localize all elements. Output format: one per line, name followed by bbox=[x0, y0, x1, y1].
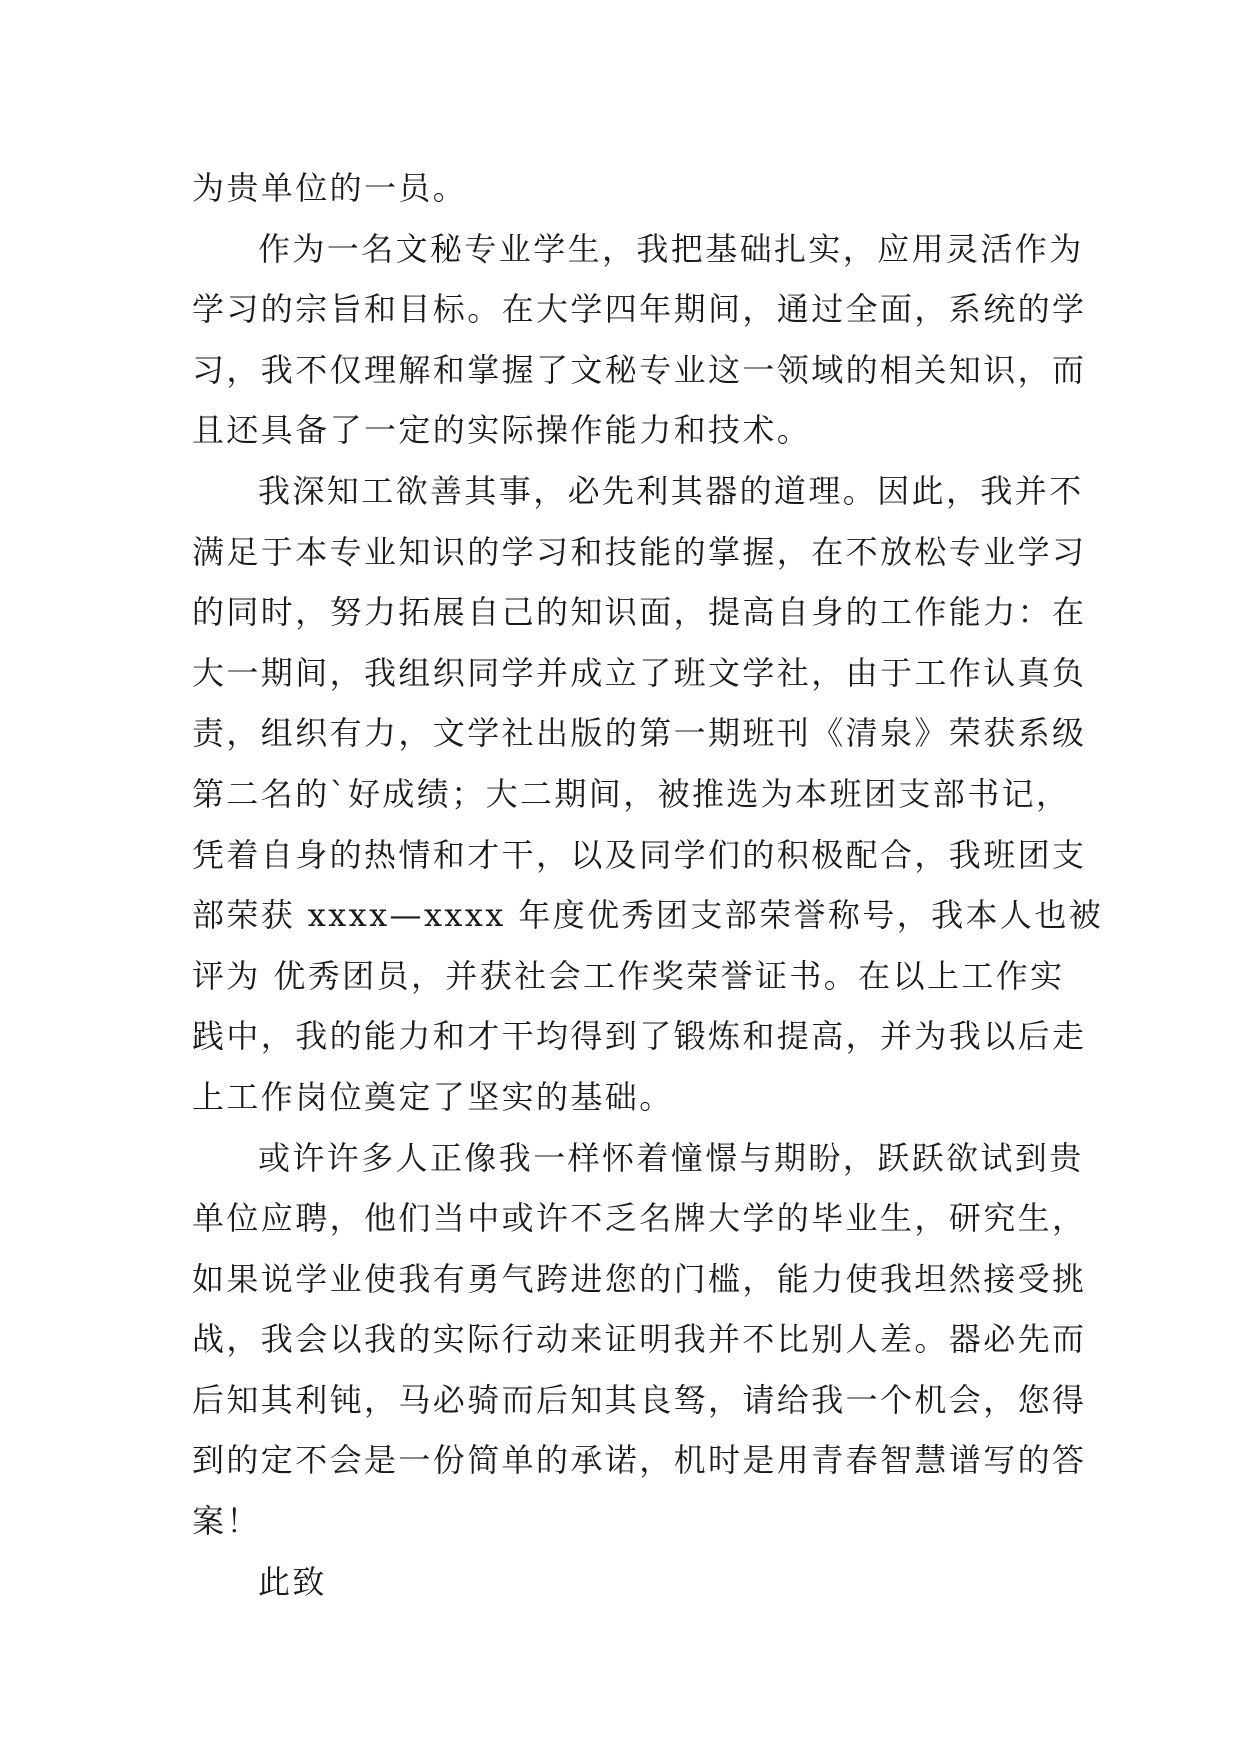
letter-body bbox=[192, 158, 1104, 1612]
text-line: 习，我不仅理解和掌握了文秘专业这一领域的相关知识，而 bbox=[192, 350, 1087, 389]
text-line: 上工作岗位奠定了坚实的基础。 bbox=[192, 1077, 674, 1116]
text-line: 战，我会以我的实际行动来证明我并不比别人差。器必先而 bbox=[192, 1320, 1087, 1359]
text-line: 且还具备了一定的实际操作能力和技术。 bbox=[192, 411, 812, 450]
closing-salutation: 此致 bbox=[258, 1562, 327, 1601]
text-line: 单位应聘，他们当中或许不乏名牌大学的毕业生，研究生， bbox=[192, 1199, 1087, 1238]
text-line: 践中，我的能力和才干均得到了锻炼和提高，并为我以后走 bbox=[192, 1017, 1087, 1056]
text-line: 评为 优秀团员，并获社会工作奖荣誉证书。在以上工作实 bbox=[192, 956, 1065, 995]
text-line: 责，组织有力，文学社出版的第一期班刊《清泉》荣获系级 bbox=[192, 714, 1087, 753]
paragraph-start-line: 作为一名文秘专业学生，我把基础扎实，应用灵活作为 bbox=[258, 229, 1084, 268]
text-line: 学习的宗旨和目标。在大学四年期间，通过全面，系统的学 bbox=[192, 290, 1087, 329]
text-line: 凭着自身的热情和才干，以及同学们的积极配合，我班团支 bbox=[192, 835, 1087, 874]
text-line: 案！ bbox=[192, 1502, 261, 1541]
text-line: 满足于本专业知识的学习和技能的掌握，在不放松专业学习 bbox=[192, 532, 1087, 571]
text-line: 部荣获 xxxx—xxxx 年度优秀团支部荣誉称号，我本人也被 bbox=[192, 896, 1104, 935]
text-line: 如果说学业使我有勇气跨进您的门槛，能力使我坦然接受挑 bbox=[192, 1259, 1087, 1298]
paragraph-start-line: 或许许多人正像我一样怀着憧憬与期盼，跃跃欲试到贵 bbox=[258, 1138, 1084, 1177]
text-line: 为贵单位的一员。 bbox=[192, 169, 468, 207]
text-line: 到的定不会是一份简单的承诺，机时是用青春智慧谱写的答 bbox=[192, 1441, 1087, 1480]
text-line: 后知其利钝，马必骑而后知其良驽，请给我一个机会，您得 bbox=[192, 1380, 1087, 1419]
text-line: 的同时，努力拓展自己的知识面，提高自身的工作能力：在 bbox=[192, 593, 1087, 632]
text-line: 第二名的`好成绩；大二期间，被推选为本班团支部书记， bbox=[192, 774, 1071, 813]
paragraph-start-line: 我深知工欲善其事，必先利其器的道理。因此，我并不 bbox=[258, 471, 1084, 510]
text-line: 大一期间，我组织同学并成立了班文学社，由于工作认真负 bbox=[192, 653, 1087, 692]
